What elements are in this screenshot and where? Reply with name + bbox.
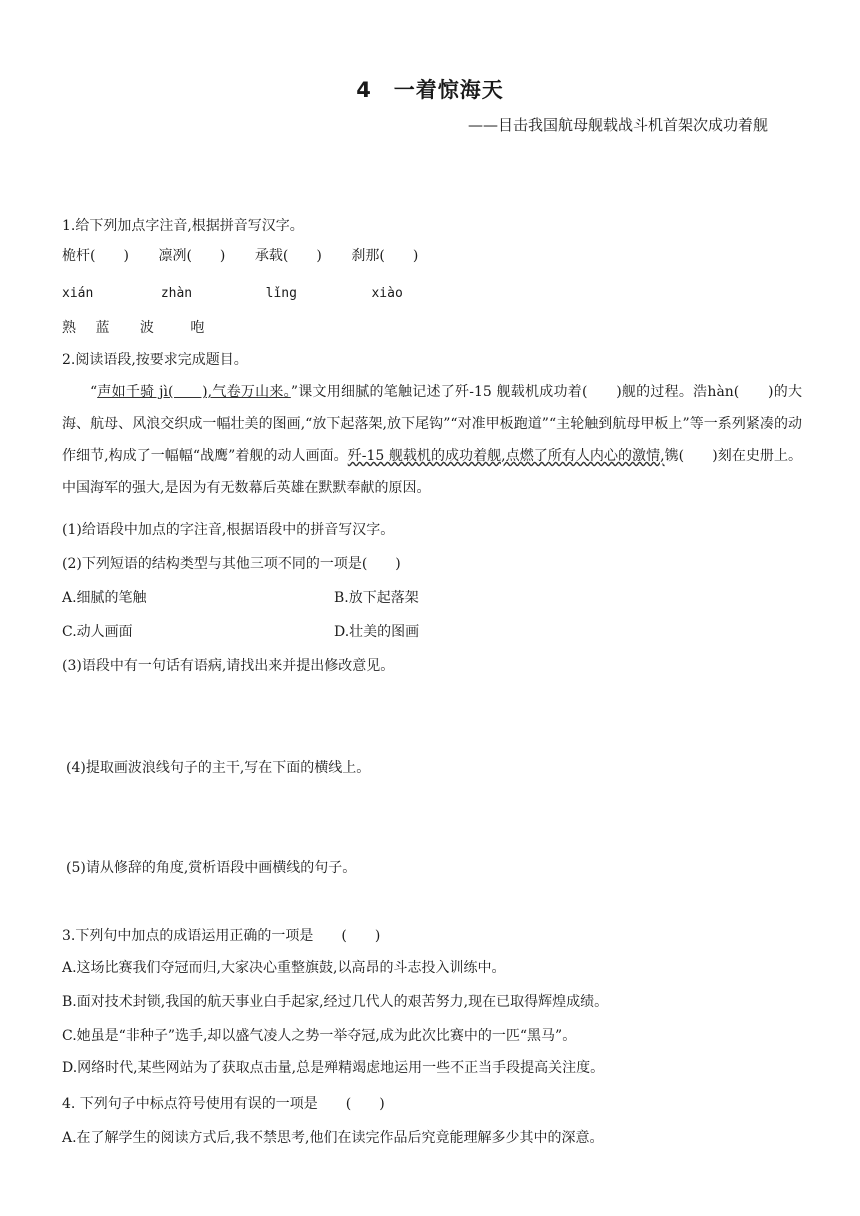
q2-option-b: B.放下起落架 [334, 590, 419, 606]
q1-word-2: 凛冽( ) [158, 248, 226, 264]
q2-sub4: (4)提取画波浪线句子的主干,写在下面的横线上。 [66, 760, 371, 776]
q1-pinyin-1: xián [62, 286, 94, 301]
q2-option-d: D.壮美的图画 [334, 624, 420, 640]
q2-prompt: 2.阅读语段,按要求完成题目。 [62, 352, 248, 368]
q1-pinyin-4: xiào [371, 286, 403, 301]
q2-sub1: (1)给语段中加点的字注音,根据语段中的拼音写汉字。 [62, 522, 395, 538]
q1-pinyin-row [62, 284, 800, 304]
q1-word-3: 承载( ) [254, 248, 322, 264]
page-subtitle: ——目击我国航母舰载战斗机首架次成功着舰 [468, 116, 769, 134]
q2-passage-part-3: 镌( )刻在史册上。中国海军的强大,是因为有无数幕后英雄在默默奉献的原因。 [62, 448, 802, 496]
q3-option-b: B.面对技术封锁,我国的航天事业白手起家,经过几代人的艰苦努力,现在已取得辉煌成绩。 [62, 994, 609, 1010]
q3-prompt: 3.下列句中加点的成语运用正确的一项是 ( ) [62, 928, 381, 944]
q1-blank-1: 熟 [62, 320, 76, 336]
q2-option-c: C.动人画面 [62, 624, 133, 640]
q1-prompt: 1.给下列加点字注音,根据拼音写汉字。 [62, 218, 304, 234]
q1-pinyin-3: lǐng [265, 286, 297, 301]
q2-underlined-sentence: 声如千骑 jì( ),气卷万山来。 [97, 384, 291, 400]
q2-sub5: (5)请从修辞的角度,赏析语段中画横线的句子。 [66, 860, 357, 876]
q2-passage-part-1: “ [90, 384, 98, 400]
q1-words-row [62, 246, 800, 266]
page-title: 4 一着惊海天 [356, 78, 504, 102]
q4-prompt: 4. 下列句子中标点符号使用有误的一项是 ( ) [62, 1096, 385, 1112]
q1-blank-2: 蓝 [95, 320, 110, 336]
q1-word-4: 刹那( ) [351, 248, 419, 264]
q3-option-d: D.网络时代,某些网站为了获取点击量,总是殚精竭虑地运用一些不正当手段提高关注度。 [62, 1060, 605, 1076]
q3-option-a: A.这场比赛我们夺冠而归,大家决心重整旗鼓,以高昂的斗志投入训练中。 [62, 960, 506, 976]
q2-option-a: A.细腻的笔触 [62, 590, 147, 606]
q1-blank-3: 波 [139, 320, 154, 336]
q2-wavy-sentence: 歼-15 舰载机的成功着舰,点燃了所有人内心的激情, [347, 448, 665, 464]
q4-option-a: A.在了解学生的阅读方式后,我不禁思考,他们在读完作品后究竟能理解多少其中的深意。 [62, 1130, 604, 1146]
q2-sub3: (3)语段中有一句话有语病,请找出来并提出修改意见。 [62, 658, 395, 674]
q1-word-1: 桅杆( ) [62, 248, 129, 264]
q1-pinyin-2: zhàn [160, 286, 193, 301]
q2-sub2: (2)下列短语的结构类型与其他三项不同的一项是( ) [62, 556, 401, 572]
q1-blanks-row [62, 318, 800, 338]
q2-passage-part-2: ”课文用细腻的笔触记述了歼-15 舰载机成功着( )舰的过程。浩hàn( )的大海、航母、风浪交织成一幅壮美的图画,“放下起落架,放下尾钩”“对准甲板跑道”“主轮触到航母甲板上”等一系列紧凑的动作细节,构成了一幅幅“战鹰”着舰的动人画面。 [62, 384, 802, 464]
q2-passage [62, 376, 802, 504]
q3-option-c: C.她虽是“非种子”选手,却以盛气凌人之势一举夺冠,成为此次比赛中的一匹“黑马”。 [62, 1028, 577, 1044]
q1-blank-4: 咆 [190, 320, 205, 336]
